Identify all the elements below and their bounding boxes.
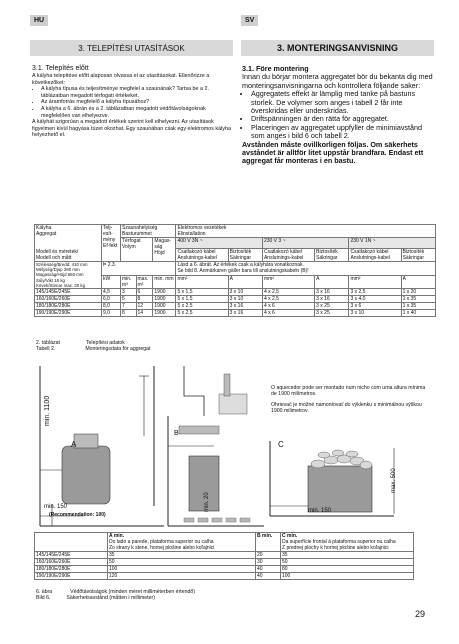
table-header: Csatlakozó kábel Anslutnings-kabel	[349, 249, 401, 262]
list-item: • Aggregatets effekt är lämplig med tanke på bastuns storlek. De volymer som anges i tabell 2 får inte överskridas eller underskridas.	[251, 90, 435, 115]
table-header: Magas-ság Höjd	[153, 238, 176, 262]
label-b: B	[174, 430, 179, 437]
table-header: Biztosíték Säkringar	[401, 249, 435, 262]
table-header: Biztosíték Säkringar	[228, 249, 262, 262]
table-row: 145/145E/245E 4,5 3 6 1900 5 x 1,5 3 x 10 4 x 2,5 3 x 16 3 x 2,5 1 x 20	[35, 289, 436, 296]
figure-caption: 6. ábra Védőtávolságok (minden méret milliméterben értendő) Bild 6. Säkerhetsavstånd (måtten i millimeter)	[36, 589, 196, 602]
table-header: Csatlakozó kábel Anslutnings-kabel	[262, 249, 314, 262]
table-header: Telj-esít-mény Ef-fekt	[102, 225, 121, 262]
niche-note: O aquecedor pode ser montado num nicho com uma altura mínima de 1900 milímetros. Ohrievač je možné namontovať do výklenku s minimálnou výškou 1900 milimetrov.	[271, 385, 426, 414]
unit-cell: A	[315, 275, 349, 289]
table-row: 190/190E/290E 120 40 100	[35, 573, 414, 580]
table-header: Térfogat Volym	[121, 238, 153, 262]
label-min1100: min. 1100	[44, 395, 51, 426]
list-item: • Az áramforrás megfelelő a kályha típusához?	[41, 99, 232, 106]
hu-bullets	[32, 86, 232, 119]
recommendation: (Recommendation: 100)	[49, 512, 106, 518]
sv-bullets	[242, 90, 435, 140]
label-max500: max. 500	[391, 468, 397, 493]
safety-distance-figure	[34, 356, 437, 531]
table-header: Biztosíték Säkringar	[315, 249, 349, 262]
table-header: Csatlakozó kábel Anslutnings-kabel	[176, 249, 228, 262]
table-header: 400 V 3N ~	[176, 238, 262, 249]
right-view	[270, 441, 394, 516]
see-ref: Þ 2.3.	[102, 262, 176, 276]
sv-intro: Innan du börjar montera aggregatet bör du bekanta dig med monteringsanvisningarna och kontrollera följande saker:	[242, 72, 433, 90]
list-item: • Driftspänningen är den rätta för aggregatet.	[251, 115, 435, 123]
table-header: Kályha Aggregat Modell és méretek/ Modell och mått	[35, 225, 102, 262]
installation-table	[34, 224, 436, 317]
bucket-icon	[219, 394, 247, 414]
unit-cell: max. m³	[136, 275, 153, 289]
hu-heading: 3.1. Telepítés előtt	[32, 65, 89, 72]
lang-tag-sv: SV	[241, 15, 258, 26]
title-sv: 3. MONTERINGSANVISNING	[241, 40, 434, 56]
label-a: A	[71, 440, 77, 449]
dimensions-cell: Szélesség/Bredd: 410 mm Mélység/Djup 290 mm Magasság/Höjd 650 mm Súly/Vikt 16 kg Kövek/Stenar max. 20 kg	[35, 262, 102, 289]
unit-cell: mm²	[262, 275, 314, 289]
unit-cell: mm²	[176, 275, 228, 289]
sv-heading: 3.1. Före montering	[242, 64, 309, 73]
table-row: 160/160E/260E 50 30 50	[35, 559, 414, 566]
unit-cell: A	[401, 275, 435, 289]
list-item: • Placeringen av aggregatet uppfyller de minimiavstånd som anges i bild 6 och tabell 2.	[251, 124, 435, 141]
hu-intro: A kályha telepítése előtt alaposan olvassa el az utasításokat. Ellenőrizze a következőket:	[32, 73, 210, 86]
distance-table	[34, 532, 414, 580]
table-row: 145/145E/245E 35 20 35	[35, 552, 414, 559]
lang-tag-hu: HU	[30, 15, 48, 26]
label-min150-left: min. 150	[44, 504, 68, 510]
unit-cell: min. mm	[153, 275, 176, 289]
label-min20: min. 20	[204, 492, 210, 512]
hu-outro: A kályhát szigorúan a megadott értékek szerint kell elhelyezni. Az utasítások figyelmen kívül hagyása tüzet okozhat. Egy szaunában csak egy elektromos kályha helyezhető el.	[32, 119, 231, 139]
table-header: 230 V 1N ~	[349, 238, 436, 249]
table-header: Elektromos vezetékek Elinstallation	[176, 225, 436, 238]
heater-right	[308, 466, 372, 512]
unit-cell: A	[228, 275, 262, 289]
table-row: 180/180E/280E 8,0 7 12 1900 5 x 2,5 3 x 16 4 x 6 3 x 25 3 x 6 1 x 35	[35, 303, 436, 310]
hu-section	[32, 65, 232, 139]
sv-section	[242, 65, 435, 166]
table-header: A min. Do lado a parede, plataforma superior ou calha Zo strany k stene, hornej plošine alebo koľajnici	[108, 533, 256, 552]
page-number: 29	[415, 609, 426, 619]
unit-cell: kW	[102, 275, 121, 289]
sv-bold-line: Avstånden måste ovillkorligen följas. Om säkerhets avståndet är alltför litet uppstår brandfara. Endast ett aggregat får monteras i en bastu.	[242, 139, 424, 166]
table-note: Lásd a 6. ábrát. Az értékek csak a kályhára vonatkoznak. Se bild 8. Anmärkaren gäller bara till anslutningskabeln (B)!	[176, 262, 436, 276]
title-hu: 3. TELEPÍTÉSI UTASÍTÁSOK	[30, 40, 233, 56]
table-header: B min.	[256, 533, 281, 552]
table-row: 160/160E/260E 6,0 5 8 1900 5 x 1,5 3 x 10 4 x 2,5 3 x 16 3 x 4,0 1 x 35	[35, 296, 436, 303]
heater-left	[62, 446, 110, 504]
label-min150-right: min. 150	[308, 508, 332, 514]
table-header: Szaunahelyiség Basturummet	[121, 225, 176, 238]
table-header: 230 V 3 ~	[262, 238, 348, 249]
unit-cell: mm²	[349, 275, 401, 289]
table2-caption: 2. táblázat Telepítési adatok Tabell 2. Monteringsdata för aggregat	[36, 340, 151, 353]
left-view	[40, 366, 164, 526]
table-header: C min. Da superfície frontal à plataforma superior ou calha Z prednej plochy k hornej plošine alebo koľajnici	[281, 533, 414, 552]
list-item: • A kályha típusa és teljesítménye megfelel a szaunának? Tartsa be a 2. táblázatban megadott térfogati értékeket.	[41, 86, 232, 99]
table-row: 190/190E/290E 9,0 8 14 1900 5 x 2,5 3 x 16 4 x 6 3 x 25 3 x 10 1 x 40	[35, 310, 436, 317]
unit-cell: min. m³	[121, 275, 137, 289]
middle-view	[168, 366, 264, 526]
table-row: 180/180E/280E 100 40 80	[35, 566, 414, 573]
label-c: C	[278, 440, 284, 449]
list-item: • A kályha a 6. ábrán és a 2. táblázatban megadott védőtávolságoknak megfelelően van elhelyezve.	[41, 106, 232, 119]
